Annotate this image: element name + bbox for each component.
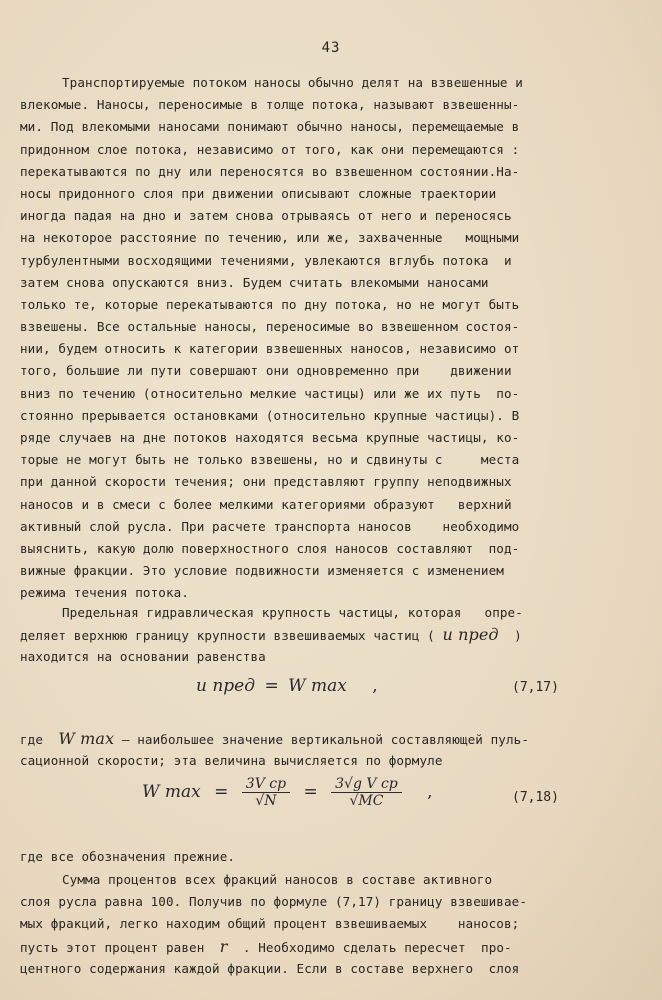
eq-sign: =	[303, 782, 318, 802]
equation-7-17	[196, 676, 378, 696]
text-line: находится на основании равенства	[20, 649, 266, 665]
text-line: выяснить, какую долю поверхностного слоя наносов составляют под-	[20, 540, 520, 556]
text-line: ми. Под влекомыми наносами понимают обычно наносы, перемещаемые в	[20, 119, 520, 135]
text-line: активный слой русла. При расчете транспорта наносов необходимо	[20, 518, 520, 534]
text-span: – наибольшее значение вертикальной составляющей пуль-	[114, 732, 530, 747]
equation-number: (7,17)	[512, 680, 559, 695]
text-line: на некоторое расстояние по течению, или же, захваченные мощными	[20, 230, 520, 246]
eq-comma: ,	[427, 782, 433, 802]
text-line: нии, будем относить к категории взвешенных наносов, независимо от	[20, 341, 520, 357]
eq-sign: =	[214, 782, 229, 802]
text-line: центного содержания каждой фракции. Если в составе верхнего слоя	[20, 960, 520, 976]
text-line: иногда падая на дно и затем снова отрываясь от него и переносясь	[20, 208, 512, 224]
text-line: носы придонного слоя при движении описывают сложные траектории	[20, 185, 497, 201]
text-line: вниз по течению (относительно мелкие частицы) или же их путь по-	[20, 385, 520, 401]
eq-lhs: W max	[142, 782, 201, 802]
paren-close: )	[514, 628, 522, 644]
text-line	[20, 936, 650, 958]
text-line: при данной скорости течения; они представляют группу неподвижных	[20, 474, 512, 490]
eq-comma: ,	[372, 676, 378, 696]
paragraph-3	[20, 869, 650, 980]
text-line: Предельная гидравлическая крупность частицы, которая опре-	[62, 605, 523, 620]
text-line: стоянно прерывается остановками (относительно крупные частицы). В	[20, 407, 520, 423]
text-span: где	[20, 732, 44, 747]
text-line: взвешены. Все остальные наносы, переносимые во взвешенном состоя-	[20, 319, 520, 335]
eq-rhs: W max	[288, 676, 347, 696]
text-line: торые не могут быть не только взвешены, но и сдвинуты с места	[20, 452, 520, 468]
fraction-numerator: 3V ср	[242, 776, 290, 793]
eq-lhs: u пред	[196, 676, 256, 696]
equation-7-18	[142, 776, 433, 809]
fraction-denominator: √N	[255, 793, 277, 809]
eq-sign: =	[264, 676, 279, 696]
fraction-numerator: 3√g V ср	[331, 776, 402, 793]
text-line: Транспортируемые потоком наносы обычно делят на взвешенные и	[62, 75, 523, 90]
paragraph-1	[20, 72, 650, 605]
text-line: сационной скорости; эта величина вычисляется по формуле	[20, 753, 443, 769]
text-line	[20, 624, 650, 646]
text-span: пусть этот процент равен	[20, 939, 205, 955]
fraction-2	[331, 776, 402, 809]
where-clause-1	[20, 728, 650, 772]
equation-number: (7,18)	[512, 790, 559, 805]
page-number: 43	[321, 40, 341, 56]
text-line: перекатываются по дну или переносятся во взвешенном состоянии.На-	[20, 163, 520, 179]
fraction-denominator: √MC	[349, 793, 384, 809]
text-line: того, большие ли пути совершают они одновременно при движении	[20, 363, 512, 379]
text-line: влекомые. Наносы, переносимые в толще потока, называют взвешенны-	[20, 97, 520, 113]
text-line: только те, которые перекатываются по дну потока, но не могут быть	[20, 296, 520, 312]
u-pred-symbol: u пред	[442, 625, 499, 645]
text-line: где все обозначения прежние.	[20, 849, 236, 864]
paragraph-2	[20, 602, 650, 669]
text-line	[20, 728, 650, 750]
w-max-symbol: W max	[58, 729, 115, 748]
r-symbol: r	[219, 936, 228, 956]
text-line: придонном слое потока, независимо от того, как они перемещаются :	[20, 141, 520, 157]
text-line: затем снова опускаются вниз. Будем считать влекомыми наносами	[20, 274, 489, 290]
text-line: турбулентными восходящими течениями, увлекаются вглубь потока и	[20, 252, 512, 268]
text-line: наносов и в смеси с более мелкими категориями образуют верхний	[20, 496, 512, 512]
text-line: вижные фракции. Это условие подвижности изменяется с изменением	[20, 563, 504, 579]
text-line: Сумма процентов всех фракций наносов в составе активного	[62, 872, 493, 887]
text-line: мых фракций, легко находим общий процент взвешиваемых наносов;	[20, 916, 520, 932]
where-clause-2	[20, 846, 650, 868]
text-span: деляет верхнюю границу крупности взвешиваемых частиц (	[20, 628, 435, 644]
text-line: ряде случаев на дне потоков находятся весьма крупные частицы, ко-	[20, 430, 520, 445]
text-span: . Необходимо сделать пересчет про-	[227, 939, 512, 955]
text-line: режима течения потока.	[20, 585, 190, 601]
fraction-1	[242, 776, 290, 809]
text-line: слоя русла равна 100. Получив по формуле (7,17) границу взвешивае-	[20, 894, 528, 910]
